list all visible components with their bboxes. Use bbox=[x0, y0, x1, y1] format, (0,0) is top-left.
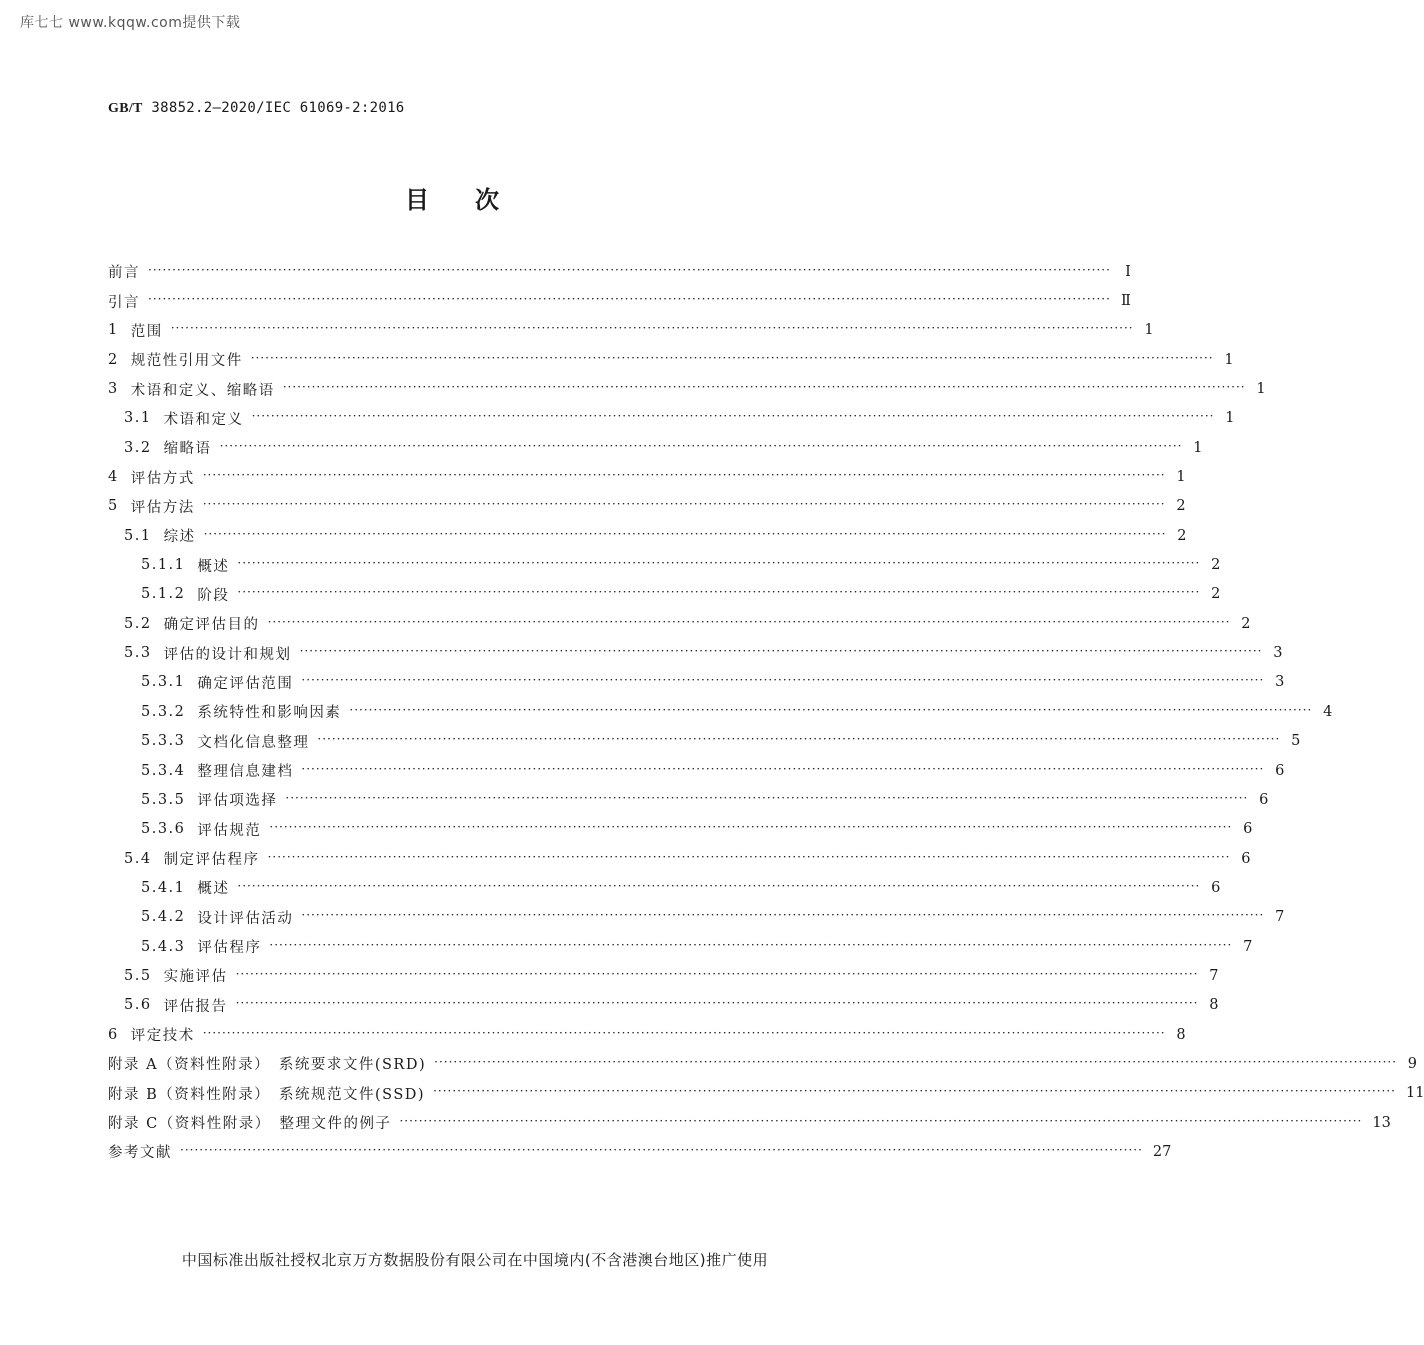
toc-entry-page: 1 bbox=[1256, 381, 1266, 398]
toc-entry[interactable] bbox=[108, 257, 1131, 286]
toc-entry-number: 5.2 bbox=[124, 615, 152, 632]
toc-leader-dots: ········································································································································································································ bbox=[267, 614, 1231, 629]
toc-leader-dots: ········································································································································································································ bbox=[235, 996, 1199, 1011]
toc-entry[interactable] bbox=[108, 374, 1266, 403]
toc-leader-dots: ········································································································································································································ bbox=[235, 966, 1199, 981]
toc-leader-dots: ········································································································································································································ bbox=[237, 878, 1201, 893]
toc-entry[interactable] bbox=[108, 991, 1219, 1020]
toc-entry-number: 5.3.3 bbox=[141, 733, 186, 750]
toc-entry-number: 2 bbox=[108, 351, 119, 368]
toc-leader-dots: ········································································································································································································ bbox=[219, 438, 1183, 453]
toc-entry-label: 规范性引用文件 bbox=[130, 353, 243, 370]
toc-entry[interactable] bbox=[108, 756, 1285, 785]
toc-entry-label: 确定评估目的 bbox=[163, 617, 260, 634]
toc-entry-page: 2 bbox=[1176, 498, 1186, 515]
toc-entry-page: 1 bbox=[1144, 322, 1154, 339]
toc-leader-dots: ········································································································································································································ bbox=[434, 1054, 1398, 1069]
toc-leader-dots: ········································································································································································································ bbox=[237, 556, 1201, 571]
toc-entry-label: 综述 bbox=[163, 529, 196, 546]
toc-leader-dots: ········································································································································································································ bbox=[269, 937, 1233, 952]
toc-entry-number: 6 bbox=[108, 1026, 119, 1043]
toc-entry-label: 评估的设计和规划 bbox=[163, 646, 292, 663]
toc-leader-dots: ········································································································································································································ bbox=[202, 1025, 1166, 1040]
toc-entry-number: 3.1 bbox=[124, 410, 152, 427]
toc-entry-number: 5.3.4 bbox=[141, 762, 186, 779]
toc-entry[interactable] bbox=[108, 1108, 1391, 1137]
toc-leader-dots: ········································································································································································································ bbox=[170, 321, 1134, 336]
toc-entry[interactable] bbox=[108, 316, 1154, 345]
toc-entry[interactable] bbox=[108, 668, 1285, 697]
toc-entry[interactable] bbox=[108, 903, 1285, 932]
toc-entry[interactable] bbox=[108, 873, 1221, 902]
toc-entry-number: 5.4 bbox=[124, 850, 152, 867]
toc-entry-label: 评估方式 bbox=[130, 470, 195, 487]
toc-entry-page: 2 bbox=[1211, 586, 1221, 603]
toc-entry[interactable] bbox=[108, 932, 1253, 961]
toc-entry-label: 评估报告 bbox=[163, 998, 228, 1015]
toc-leader-dots: ········································································································································································································ bbox=[250, 350, 1214, 365]
toc-entry-label: 概述 bbox=[197, 881, 230, 898]
toc-entry-page: 6 bbox=[1241, 850, 1251, 867]
toc-entry-page: 13 bbox=[1372, 1114, 1391, 1131]
toc-entry-label: 缩略语 bbox=[163, 441, 212, 458]
toc-entry-page: 1 bbox=[1224, 351, 1234, 368]
toc-leader-dots: ········································································································································································································ bbox=[349, 702, 1313, 717]
toc-entry[interactable] bbox=[108, 521, 1187, 550]
toc-entry-page: 8 bbox=[1176, 1026, 1186, 1043]
toc-leader-dots: ········································································································································································································ bbox=[203, 526, 1167, 541]
toc-entry-page: 1 bbox=[1225, 410, 1235, 427]
toc-entry-label: 评估规范 bbox=[197, 822, 262, 839]
toc-leader-dots: ········································································································································································································ bbox=[267, 849, 1231, 864]
toc-leader-dots: ········································································································································································································ bbox=[202, 497, 1166, 512]
toc-entry-number: 5.4.1 bbox=[141, 879, 186, 896]
toc-entry-label: 附录 C（资料性附录） 整理文件的例子 bbox=[108, 1116, 392, 1133]
toc-entry-page: 1 bbox=[1193, 439, 1203, 456]
toc-entry[interactable] bbox=[108, 815, 1253, 844]
toc-leader-dots: ········································································································································································································ bbox=[433, 1084, 1396, 1099]
toc-entry-page: Ⅰ bbox=[1125, 263, 1131, 280]
toc-entry-page: 3 bbox=[1275, 674, 1285, 691]
toc-leader-dots: ········································································································································································································ bbox=[269, 820, 1233, 835]
toc-entry-page: 5 bbox=[1291, 733, 1301, 750]
toc-entry[interactable] bbox=[108, 609, 1251, 638]
toc-entry-number: 5.3.5 bbox=[141, 791, 186, 808]
toc-entry-page: 6 bbox=[1275, 762, 1285, 779]
toc-leader-dots: ········································································································································································································ bbox=[285, 790, 1249, 805]
toc-entry[interactable] bbox=[108, 462, 1186, 491]
toc-entry-number: 5.1.2 bbox=[141, 586, 186, 603]
toc-entry-label: 术语和定义 bbox=[163, 411, 244, 428]
toc-leader-dots: ········································································································································································································ bbox=[202, 468, 1166, 483]
toc-entry-page: 7 bbox=[1275, 909, 1285, 926]
toc-entry-label: 整理信息建档 bbox=[197, 764, 294, 781]
toc-entry-page: 3 bbox=[1273, 645, 1283, 662]
toc-leader-dots: ········································································································································································································ bbox=[317, 732, 1281, 747]
toc-entry-label: 附录 A（资料性附录） 系统要求文件(SRD) bbox=[108, 1057, 427, 1074]
toc-entry-page: Ⅱ bbox=[1121, 293, 1131, 310]
toc-entry-label: 制定评估程序 bbox=[163, 852, 260, 869]
toc-entry-number: 5.1.1 bbox=[141, 557, 186, 574]
toc-entry-number: 5 bbox=[108, 498, 119, 515]
toc-entry-label: 系统特性和影响因素 bbox=[197, 705, 342, 722]
toc-entry-label: 范围 bbox=[130, 323, 163, 340]
toc-leader-dots: ········································································································································································································ bbox=[282, 380, 1246, 395]
toc-entry[interactable] bbox=[108, 492, 1186, 521]
toc-entry-page: 27 bbox=[1152, 1143, 1172, 1160]
watermark-text: 库七七 www.kqqw.com提供下载 bbox=[20, 15, 241, 31]
toc-entry-page: 2 bbox=[1211, 557, 1221, 574]
toc-entry-number: 4 bbox=[108, 469, 119, 486]
toc-entry-label: 前言 bbox=[108, 265, 140, 282]
toc-leader-dots: ········································································································································································································ bbox=[301, 673, 1265, 688]
toc-entry-label: 评估项选择 bbox=[197, 793, 278, 810]
toc-leader-dots: ········································································································································································································ bbox=[180, 1142, 1143, 1157]
toc-leader-dots: ········································································································································································································ bbox=[148, 292, 1111, 307]
toc-leader-dots: ········································································································································································································ bbox=[301, 761, 1265, 776]
toc-entry-page: 6 bbox=[1259, 791, 1269, 808]
toc-entry-number: 5.4.2 bbox=[141, 909, 186, 926]
toc-leader-dots: ········································································································································································································ bbox=[251, 409, 1215, 424]
toc-entry-label: 确定评估范围 bbox=[197, 675, 294, 692]
toc-entry-label: 术语和定义、缩略语 bbox=[130, 382, 275, 399]
toc-entry-number: 5.3.1 bbox=[141, 674, 186, 691]
toc-entry-number: 3 bbox=[108, 381, 119, 398]
toc-entry[interactable] bbox=[108, 697, 1333, 726]
toc-entry[interactable] bbox=[108, 1137, 1172, 1166]
toc-leader-dots: ········································································································································································································ bbox=[399, 1113, 1363, 1128]
toc-entry[interactable] bbox=[108, 961, 1219, 990]
toc-leader-dots: ········································································································································································································ bbox=[299, 644, 1263, 659]
toc-entry[interactable] bbox=[108, 345, 1234, 374]
toc-entry-number: 5.3 bbox=[124, 645, 152, 662]
toc-entry-page: 7 bbox=[1209, 967, 1219, 984]
toc-entry-number: 3.2 bbox=[124, 439, 152, 456]
standard-code bbox=[108, 100, 405, 117]
toc-entry-number: 1 bbox=[108, 322, 119, 339]
toc-entry-page: 1 bbox=[1176, 469, 1186, 486]
toc-entry-page: 11 bbox=[1405, 1085, 1424, 1102]
toc-entry-number: 5.5 bbox=[124, 967, 152, 984]
toc-entry-page: 7 bbox=[1243, 938, 1253, 955]
toc-entry-page: 9 bbox=[1407, 1055, 1418, 1072]
toc-entry[interactable] bbox=[108, 433, 1203, 462]
toc-entry-number: 5.4.3 bbox=[141, 938, 186, 955]
toc-entry-page: 6 bbox=[1211, 879, 1221, 896]
toc-entry-label: 实施评估 bbox=[163, 969, 228, 986]
toc-entry-label: 引言 bbox=[108, 294, 140, 311]
toc-entry-number: 5.3.6 bbox=[141, 821, 186, 838]
page-title: 目次 bbox=[405, 186, 545, 214]
footer-notice: 中国标准出版社授权北京万方数据股份有限公司在中国境内(不含港澳台地区)推广使用 bbox=[181, 1251, 769, 1269]
toc-entry-page: 6 bbox=[1243, 821, 1253, 838]
toc-entry-number: 5.6 bbox=[124, 997, 152, 1014]
toc-entry-page: 4 bbox=[1323, 703, 1333, 720]
standard-prefix: GB/T bbox=[108, 101, 143, 116]
toc-entry[interactable] bbox=[108, 1049, 1418, 1078]
toc-entry-number: 5.1 bbox=[124, 527, 152, 544]
toc-entry[interactable] bbox=[108, 404, 1235, 433]
toc-leader-dots: ········································································································································································································ bbox=[301, 908, 1265, 923]
toc-entry[interactable] bbox=[108, 638, 1283, 667]
toc-entry[interactable] bbox=[108, 1079, 1424, 1108]
toc-entry-label: 评定技术 bbox=[130, 1028, 195, 1045]
toc-entry[interactable] bbox=[108, 286, 1131, 315]
toc-leader-dots: ········································································································································································································ bbox=[148, 262, 1111, 277]
toc-entry-label: 评估程序 bbox=[197, 940, 262, 957]
toc-entry-page: 2 bbox=[1177, 527, 1187, 544]
toc-entry[interactable] bbox=[108, 785, 1269, 814]
toc-entry-page: 2 bbox=[1241, 615, 1251, 632]
toc-entry-label: 文档化信息整理 bbox=[197, 734, 310, 751]
toc-entry-number: 5.3.2 bbox=[141, 703, 186, 720]
toc-entry[interactable] bbox=[108, 727, 1301, 756]
toc-entry-label: 阶段 bbox=[197, 587, 230, 604]
toc-entry-page: 8 bbox=[1209, 997, 1219, 1014]
toc-entry-label: 参考文献 bbox=[108, 1145, 172, 1162]
toc-entry-label: 评估方法 bbox=[130, 499, 195, 516]
toc-entry-label: 设计评估活动 bbox=[197, 910, 294, 927]
toc-entry[interactable] bbox=[108, 580, 1221, 609]
toc-entry-label: 概述 bbox=[197, 558, 230, 575]
toc-entry[interactable] bbox=[108, 550, 1221, 579]
toc-entry-label: 附录 B（资料性附录） 系统规范文件(SSD) bbox=[108, 1086, 426, 1103]
toc-entry[interactable] bbox=[108, 844, 1251, 873]
toc-entry[interactable] bbox=[108, 1020, 1186, 1049]
toc-leader-dots: ········································································································································································································ bbox=[237, 585, 1201, 600]
standard-number: 38852.2—2020/IEC 61069-2:2016 bbox=[151, 100, 405, 116]
table-of-contents bbox=[108, 257, 1424, 1167]
